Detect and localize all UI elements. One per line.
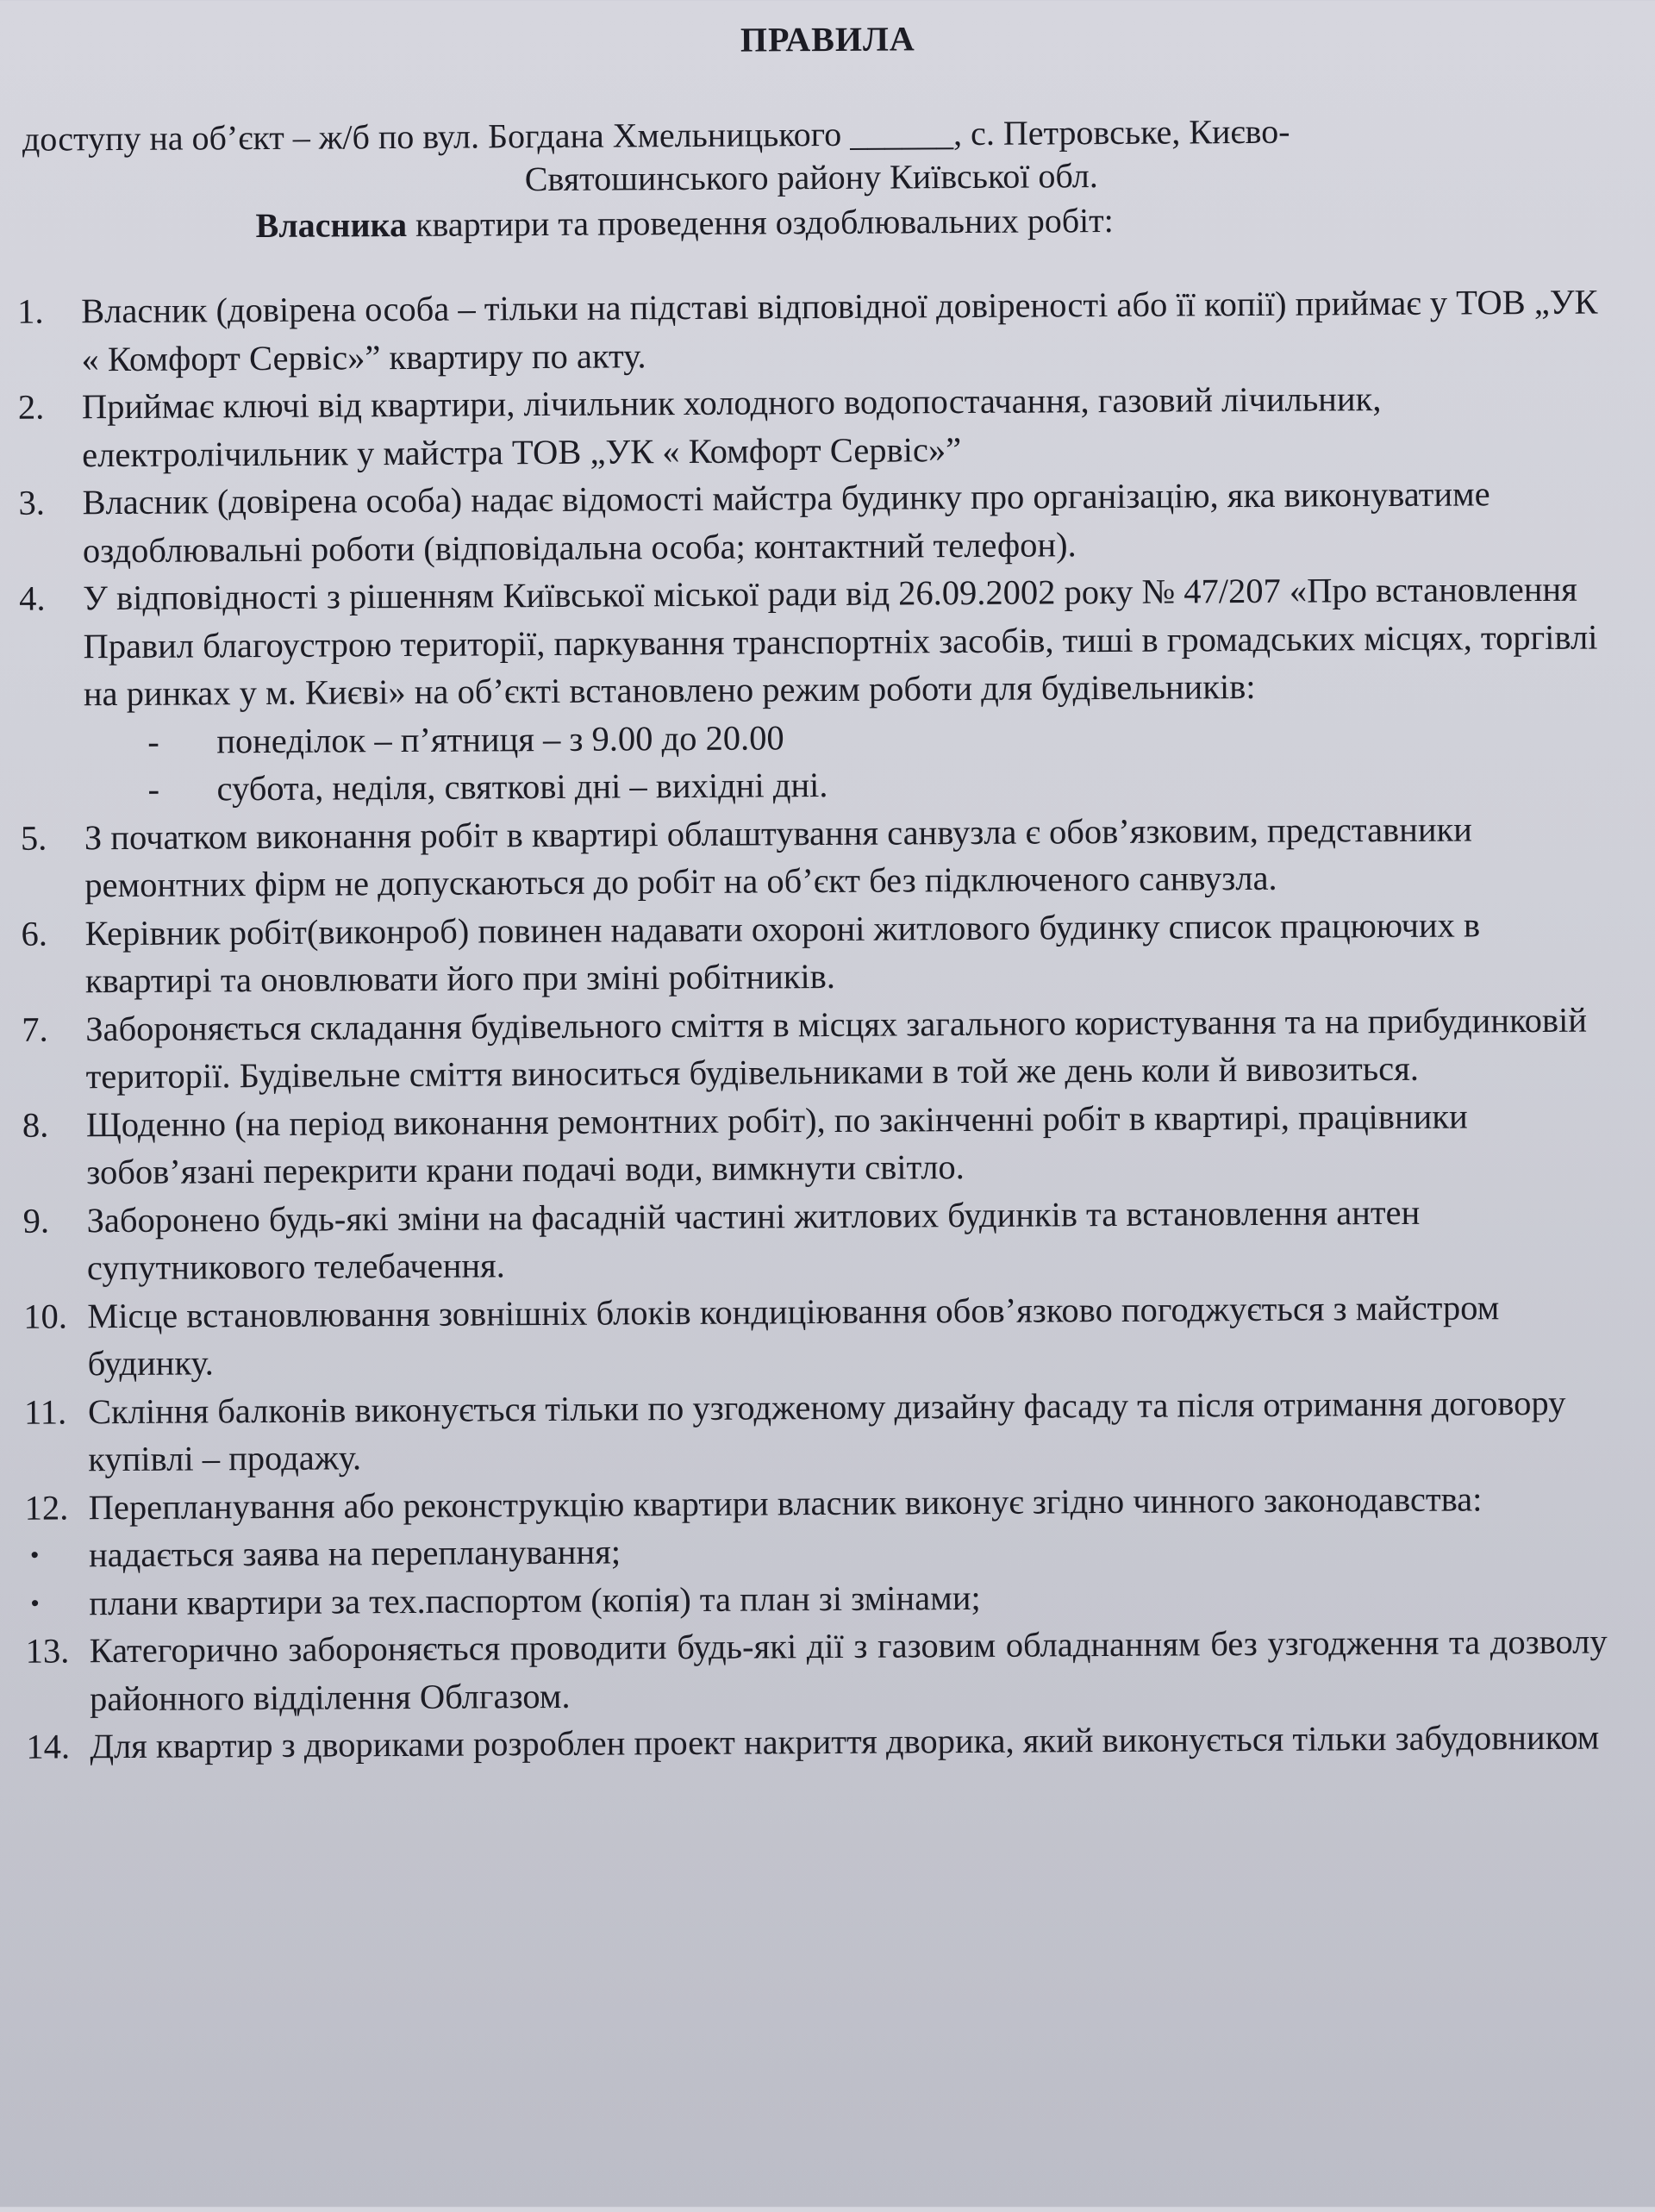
rule-item-10 [23,1283,1606,1388]
rules-list [17,278,1608,1771]
rule-text: Забороняється складання будівельного сміття в місцях загального користування та на прибудинковій території. Будівельне сміття виноситься будівельниками в той же день коли й вивозиться. [85,1000,1588,1097]
rule-text: Приймає ключі від квартири, лічильник холодного водопостачання, газовий лічильник, електролічильник у майстра ТОВ „УК « Комфорт Сервіс»” [81,379,1382,474]
rule-text: З початком виконання робіт в квартирі облаштування санвузла є обов’язковим, представники ремонтних фірм не допускаються до робіт на об’єкт без підключеного санвузла. [84,809,1473,905]
rule-number: 2. [17,387,45,427]
rule-number: 8. [22,1105,49,1145]
rule-item-4 [19,565,1602,719]
rule-item-8 [22,1091,1605,1197]
rule-number: 9. [22,1201,50,1240]
rule-text: У відповідності з рішенням Київської міської ради від 26.09.2002 року № 47/207 «Про встановлення Правил благоустрою території, паркування транспортніх засобів, тиші в громадських місцях, торгівлі на ринках у м. Києві» на об’єкті встановлено режим роботи для будівельників: [83,569,1598,714]
rule-number: 14. [26,1727,71,1766]
rule-text: Скління балконів виконується тільки по узгодженому дизайну фасаду та після отримання договору купівлі – продажу. [87,1383,1566,1479]
rule-item-3 [18,470,1601,575]
intro-bold-owner: Власника [255,204,408,246]
rule-text: Категорично забороняється проводити будь-які дії з газовим обладнанням без узгодження та дозволу районного відділення Облгазом. [89,1622,1608,1718]
rule-number: 1. [17,291,44,331]
rule-item-7 [22,996,1604,1101]
schedule-text: понеділок – п’ятниця – з 9.00 до 20.00 [216,717,784,760]
rule-number: 13. [25,1631,70,1671]
intro-line-1: доступу на об’єкт – ж/б по вул. Богдана Хмельницького ______, с. Петровське, Києво- [22,111,1290,159]
rule-item-12 [24,1474,1606,1532]
rule-item-5 [21,804,1603,909]
intro-line-3-rest: квартири та проведення оздоблювальних робіт: [406,200,1114,244]
rule-text: Місце встановлювання зовнішніх блоків кондиціювання обов’язково погоджується з майстром будинку. [87,1287,1500,1384]
rule-item-6 [21,900,1603,1005]
rule-text: Власник (довірена особа – тільки на підставі відповідної довіреності або її копії) приймає у ТОВ „УК « Комфорт Сервіс»” квартиру по акту. [81,282,1598,378]
rule-number: 4. [19,578,46,618]
rule-number: 5. [20,818,47,858]
rule-item-1 [17,278,1600,384]
rule-number: 3. [18,483,46,522]
rule-number: 11. [23,1391,67,1432]
rule-item-13 [26,1618,1608,1723]
rule-text: Керівник робіт(виконроб) повинен надавати охороні житлового будинку список працюючих в квартирі та оновлювати його при зміні робітників. [84,904,1481,1001]
rule-text: Для квартир з двориками розроблен проект накриття дворика, який виконується тільки забудовником [90,1717,1600,1766]
bullet-text: надається заява на перепланування; [88,1532,621,1575]
rule-item-9 [22,1187,1605,1292]
rule-text: Перепланування або реконструкцію квартири власник виконує згідно чинного законодавства: [88,1478,1483,1527]
dash-marker: - [147,769,160,809]
schedule-text: субота, неділя, святкові дні – вихідні дні. [216,765,828,809]
document-title: ПРАВИЛА [740,19,915,59]
bullet-marker: • [29,1540,40,1570]
rule-item-2 [18,374,1601,479]
bullet-marker: • [30,1589,40,1618]
rule-item-14 [26,1714,1608,1771]
rule-text: Власник (довірена особа) надає відомості майстра будинку про організацію, яка виконуватиме оздоблювальні роботи (відповідальна особа; контактний телефон). [82,474,1490,570]
rule-item-11 [24,1378,1607,1484]
dash-marker: - [147,722,159,761]
bullet-text: плани квартири за тех.паспортом (копія) та план зі змінами; [89,1578,981,1622]
rule-number: 7. [22,1009,48,1049]
rule-text: Заборонено будь-які зміни на фасадній частині житлових будинків та встановлення антен супутникового телебачення. [86,1192,1421,1288]
rule-number: 12. [24,1487,69,1528]
intro-line-2: Святошинського району Київської обл. [524,156,1098,199]
rule-number: 10. [23,1296,68,1336]
rule-text: Щоденно (на період виконання ремонтних робіт), по закінченні робіт в квартирі, працівники зобов’язані перекрити крани подачі води, вимкнути світло. [85,1096,1468,1192]
rule-number: 6. [21,914,48,953]
